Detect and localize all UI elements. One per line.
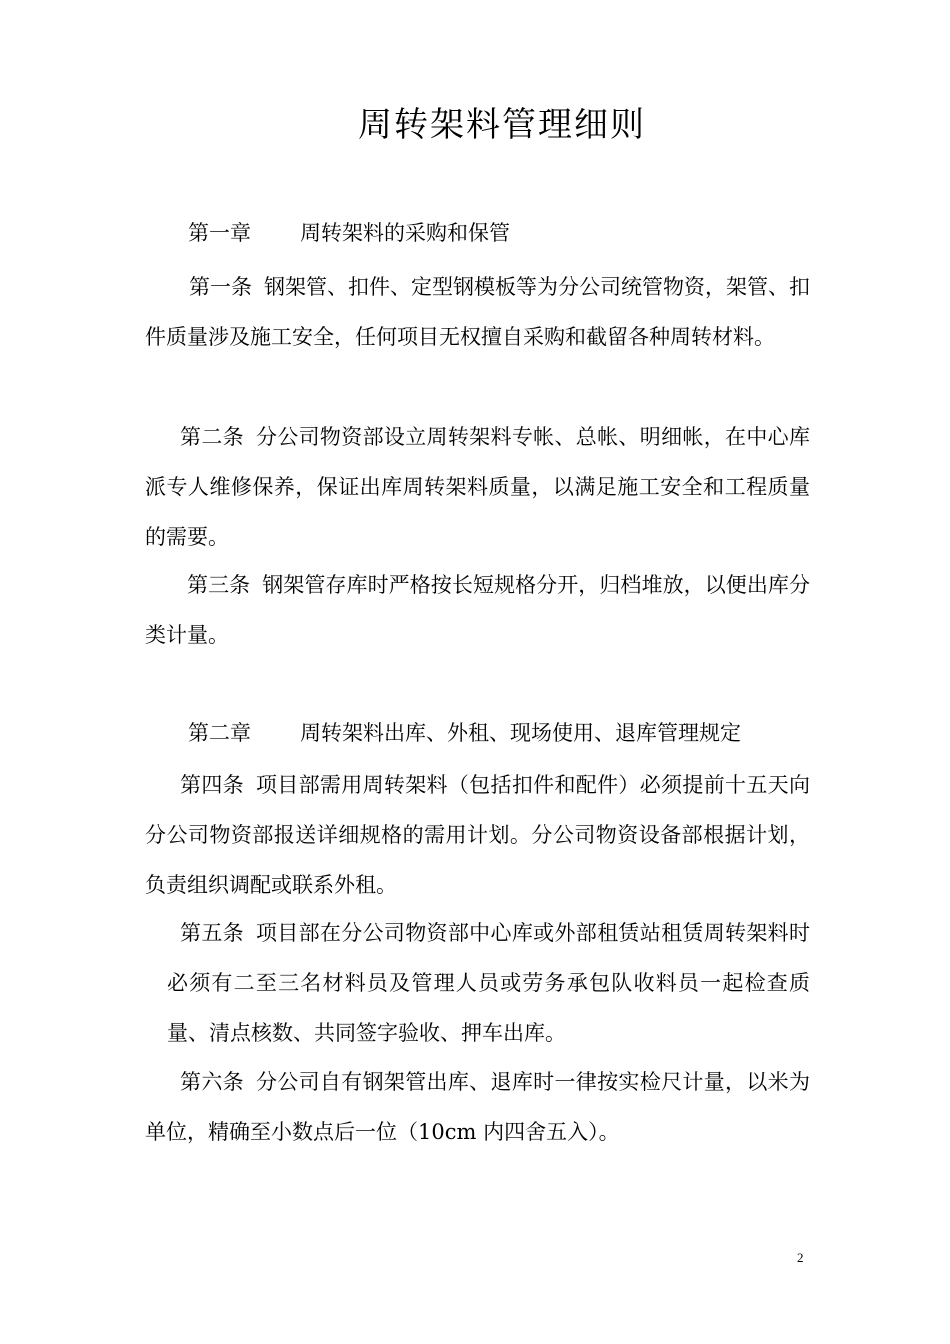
page-number: 2 — [797, 1250, 804, 1265]
chapter-heading — [188, 718, 741, 748]
chapter-title: 周转架料出库、外租、现场使用、退库管理规定 — [300, 721, 741, 745]
chapter-label: 第一章 — [188, 221, 251, 245]
chapter-heading — [188, 218, 510, 248]
article-label: 第三条 — [187, 573, 251, 597]
article-paragraph — [145, 412, 810, 562]
chapter-title: 周转架料的采购和保管 — [300, 221, 510, 245]
article-label: 第五条 — [180, 921, 244, 945]
article-paragraph — [145, 1057, 810, 1157]
article-label: 第二条 — [180, 425, 244, 449]
document-title: 周转架料管理细则 — [358, 105, 646, 145]
chapter-label: 第二章 — [188, 721, 251, 745]
article-label: 第四条 — [180, 773, 244, 797]
article-text: 钢架管、扣件、定型钢模板等为分公司统管物资，架管、扣件质量涉及施工安全，任何项目无权擅自采购和截留各种周转材料。 — [145, 275, 810, 349]
article-label: 第六条 — [180, 1070, 244, 1094]
article-text: 分公司物资部设立周转架料专帐、总帐、明细帐，在中心库派专人维修保养，保证出库周转架料质量，以满足施工安全和工程质量的需要。 — [145, 425, 811, 549]
article-text: 项目部在分公司物资部中心库或外部租赁站租赁周转架料时必须有二至三名材料员及管理人员或劳务承包队收料员一起检查质量、清点核数、共同签字验收、押车出库。 — [167, 921, 811, 1045]
article-text: 分公司自有钢架管出库、退库时一律按实检尺计量，以米为单位，精确至小数点后一位（10cm 内四舍五入）。 — [145, 1070, 811, 1144]
article-paragraph — [145, 760, 810, 910]
article-paragraph — [145, 560, 810, 660]
article-paragraph — [167, 908, 810, 1058]
article-text: 钢架管存库时严格按长短规格分开，归档堆放，以便出库分类计量。 — [145, 573, 811, 647]
article-label: 第一条 — [189, 275, 252, 299]
article-text: 项目部需用周转架料（包括扣件和配件）必须提前十五天向分公司物资部报送详细规格的需用计划。分公司物资设备部根据计划，负责组织调配或联系外租。 — [145, 773, 811, 897]
article-paragraph — [145, 262, 810, 362]
